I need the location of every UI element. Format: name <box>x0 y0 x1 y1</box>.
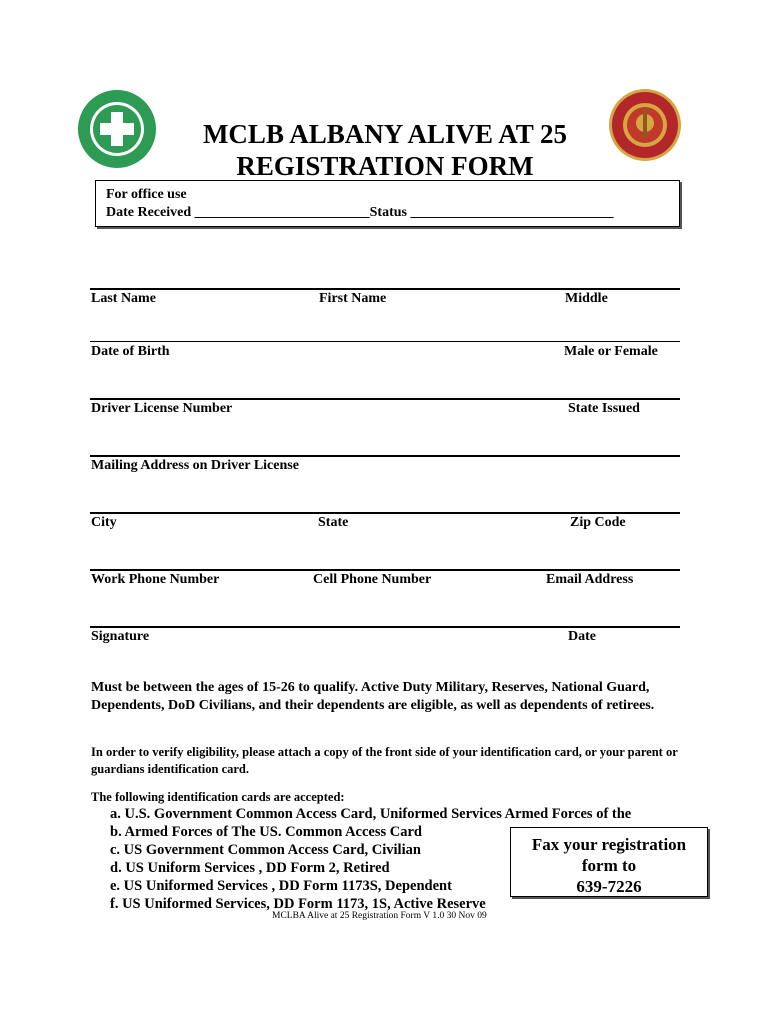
verify-text: In order to verify eligibility, please attach a copy of the front side of your identification card, or your parent or guardians identification card. <box>91 745 678 776</box>
office-use-line[interactable]: Date Received _________________________Status _____________________________ <box>106 205 614 220</box>
list-item: b. Armed Forces of The US. Common Access Card <box>110 824 422 840</box>
gender-label: Male or Female <box>564 344 658 359</box>
row7-rule <box>90 626 680 628</box>
driver-license-label: Driver License Number <box>91 401 233 416</box>
form-footer: MCLBA Alive at 25 Registration Form V 1.0 30 Nov 09 <box>272 911 487 921</box>
fax-line2: form to <box>581 856 637 875</box>
signature-label: Signature <box>91 629 150 644</box>
eligibility-text: Must be between the ages of 15-26 to qualify. Active Duty Military, Reserves, National Guard, Dependents, DoD Civilians, and their dependents are eligible, as well as dependents of retirees. <box>91 680 655 713</box>
row1-rule <box>90 288 680 290</box>
zip-code-label: Zip Code <box>570 515 626 530</box>
row3-rule <box>90 398 680 400</box>
form-title-line1: MCLB ALBANY ALIVE AT 25 <box>202 119 568 149</box>
list-item: c. US Government Common Access Card, Civilian <box>110 842 421 858</box>
first-name-label: First Name <box>319 291 387 306</box>
fax-box <box>510 827 708 897</box>
row2-rule <box>90 341 680 342</box>
work-phone-label: Work Phone Number <box>91 572 220 587</box>
cell-phone-label: Cell Phone Number <box>313 572 432 587</box>
fax-number: 639-7226 <box>576 877 642 896</box>
last-name-label: Last Name <box>91 291 156 306</box>
mailing-address-label: Mailing Address on Driver License <box>91 458 299 473</box>
fax-line1: Fax your registration <box>531 835 687 854</box>
row5-rule <box>90 512 680 514</box>
middle-label: Middle <box>565 291 608 306</box>
state-issued-label: State Issued <box>568 401 640 416</box>
office-use-heading: For office use <box>106 187 187 202</box>
date-label: Date <box>568 629 596 644</box>
city-label: City <box>91 515 117 530</box>
date-of-birth-label: Date of Birth <box>91 344 170 359</box>
list-item: a. U.S. Government Common Access Card, Uniformed Services Armed Forces of the <box>110 806 632 822</box>
state-label: State <box>318 515 349 530</box>
office-use-box <box>95 180 680 227</box>
list-item: d. US Uniform Services , DD Form 2, Retired <box>110 860 390 876</box>
safety-logo-icon <box>76 88 158 170</box>
list-item: f. US Uniformed Services, DD Form 1173, 1S, Active Reserve <box>110 896 486 912</box>
row4-rule <box>90 455 680 457</box>
accepted-heading: The following identification cards are accepted: <box>91 790 345 804</box>
form-title-line2: REGISTRATION FORM <box>236 151 534 181</box>
list-item: e. US Uniformed Services , DD Form 1173S, Dependent <box>110 878 452 894</box>
email-label: Email Address <box>546 572 634 587</box>
row6-rule <box>90 569 680 571</box>
